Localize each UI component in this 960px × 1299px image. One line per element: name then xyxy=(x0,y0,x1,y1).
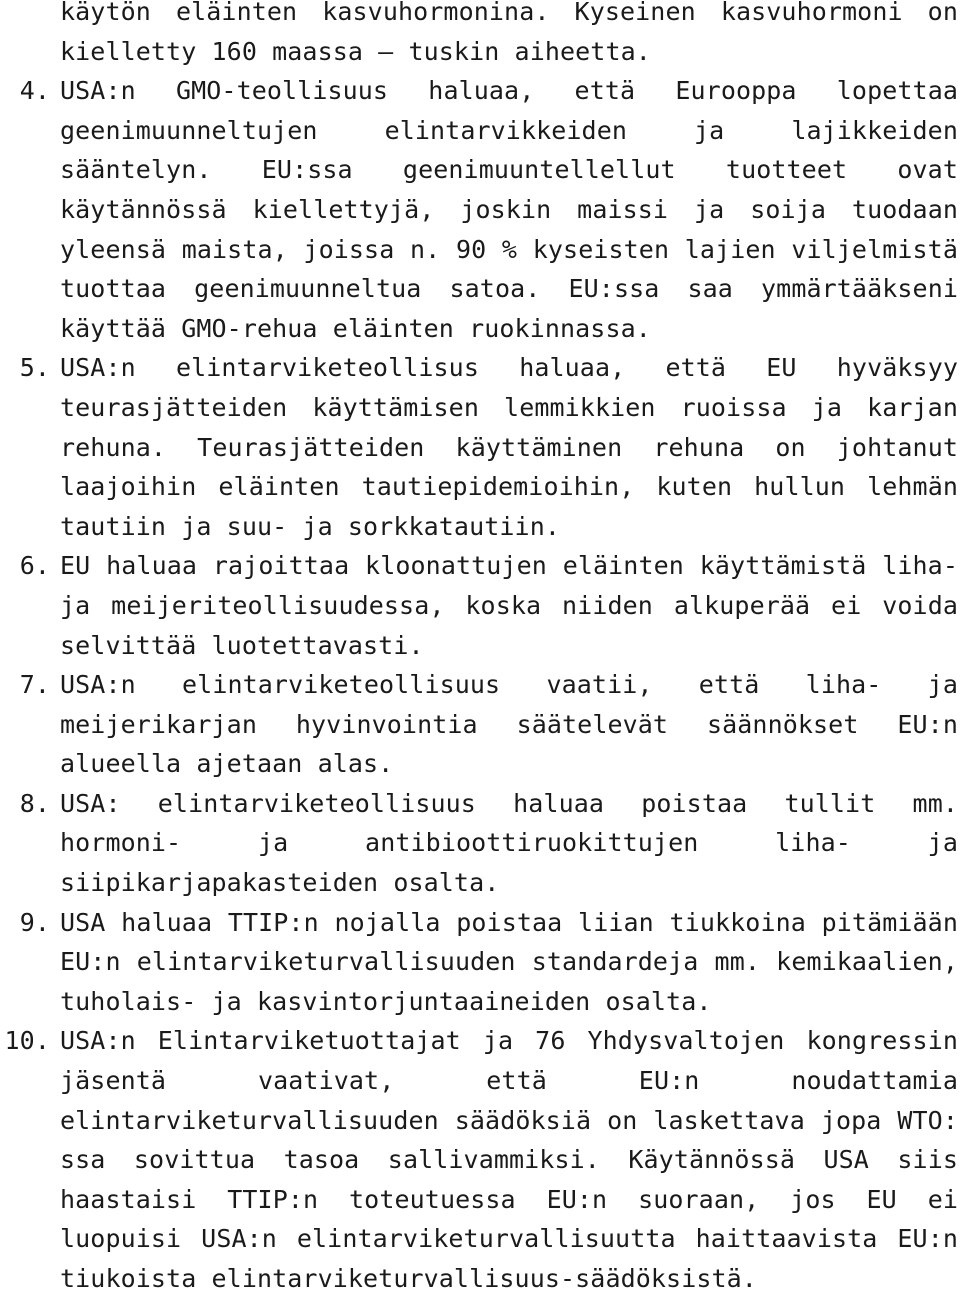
list-item-text: USA:n Elintarviketuottajat ja 76 Yhdysvaltojen kongressin jäsentä vaativat, että EU:n noudattamia elintarviketurvallisuuden säädöksiä on laskettava jopa WTO: ssa sovittua tasoa sallivammiksi. Käytännössä USA siis haastaisi TTIP:n toteutuessa EU:n suoraan, jos EU ei luopuisi USA:n elintarviketurvallisuutta haittaavista EU:n tiukoista elintarviketurvallisuus-säädöksistä. xyxy=(60,1026,958,1293)
list-item-number: 4. xyxy=(19,76,50,106)
list-item-text: USA:n elintarviketeollisus haluaa, että EU hyväksyy teurasjätteiden käyttämisen lemmikkien ruoissa ja karjan rehuna. Teurasjätteiden käyttäminen rehuna on johtanut laajoihin eläinten tautiepidemioihin, kuten hullun lehmän tautiin ja suu- ja sorkkatautiin. xyxy=(60,353,958,541)
list-item-text: käytön eläinten kasvuhormonina. Kyseinen kasvuhormoni on kielletty 160 maassa – tuskin aiheetta. xyxy=(60,0,958,66)
list-item-5 xyxy=(0,348,960,546)
list-item-text: USA haluaa TTIP:n nojalla poistaa liian tiukkoina pitämiään EU:n elintarviketurvallisuuden standardeja mm. kemikaalien, tuholais- ja kasvintorjuntaaineiden osalta. xyxy=(60,907,958,1016)
list-item-number: 7. xyxy=(19,670,50,700)
list-item-number: 8. xyxy=(19,788,50,818)
list-item-number: 6. xyxy=(19,551,50,581)
list-item-number: 9. xyxy=(19,907,50,937)
list-item-number: 5. xyxy=(19,353,50,383)
list-item-number: 10. xyxy=(4,1026,50,1056)
list-item-10 xyxy=(0,1021,960,1298)
list-item-4 xyxy=(0,71,960,348)
list-item-7 xyxy=(0,665,960,784)
list-item-text: USA: elintarviketeollisuus haluaa poistaa tullit mm. hormoni- ja antibioottiruokittujen liha- ja siipikarjapakasteiden osalta. xyxy=(60,788,958,898)
list-item-6 xyxy=(0,546,960,665)
list-item-8 xyxy=(0,784,960,903)
list-item-9 xyxy=(0,903,960,1022)
list-item-text: EU haluaa rajoittaa kloonattujen eläinten käyttämistä liha- ja meijeriteollisuudessa, koska niiden alkuperää ei voida selvittää luotettavasti. xyxy=(60,551,958,660)
list-item-text: USA:n GMO-teollisuus haluaa, että Eurooppa lopettaa geenimuunneltujen elintarvikkeiden ja lajikkeiden sääntelyn. EU:ssa geenimuuntellellut tuotteet ovat käytännössä kiellettyjä, joskin maissi ja soija tuodaan yleensä maista, joissa n. 90 % kyseisten lajien viljelmistä tuottaa geenimuunneltua satoa. EU:ssa saa ymmärtääkseni käyttää GMO-rehua eläinten ruokinnassa. xyxy=(60,76,958,343)
list-item-text: USA:n elintarviketeollisuus vaatii, että liha- ja meijerikarjan hyvinvointia säätelevät säännökset EU:n alueella ajetaan alas. xyxy=(60,670,958,779)
list-item-continuation xyxy=(0,0,960,71)
